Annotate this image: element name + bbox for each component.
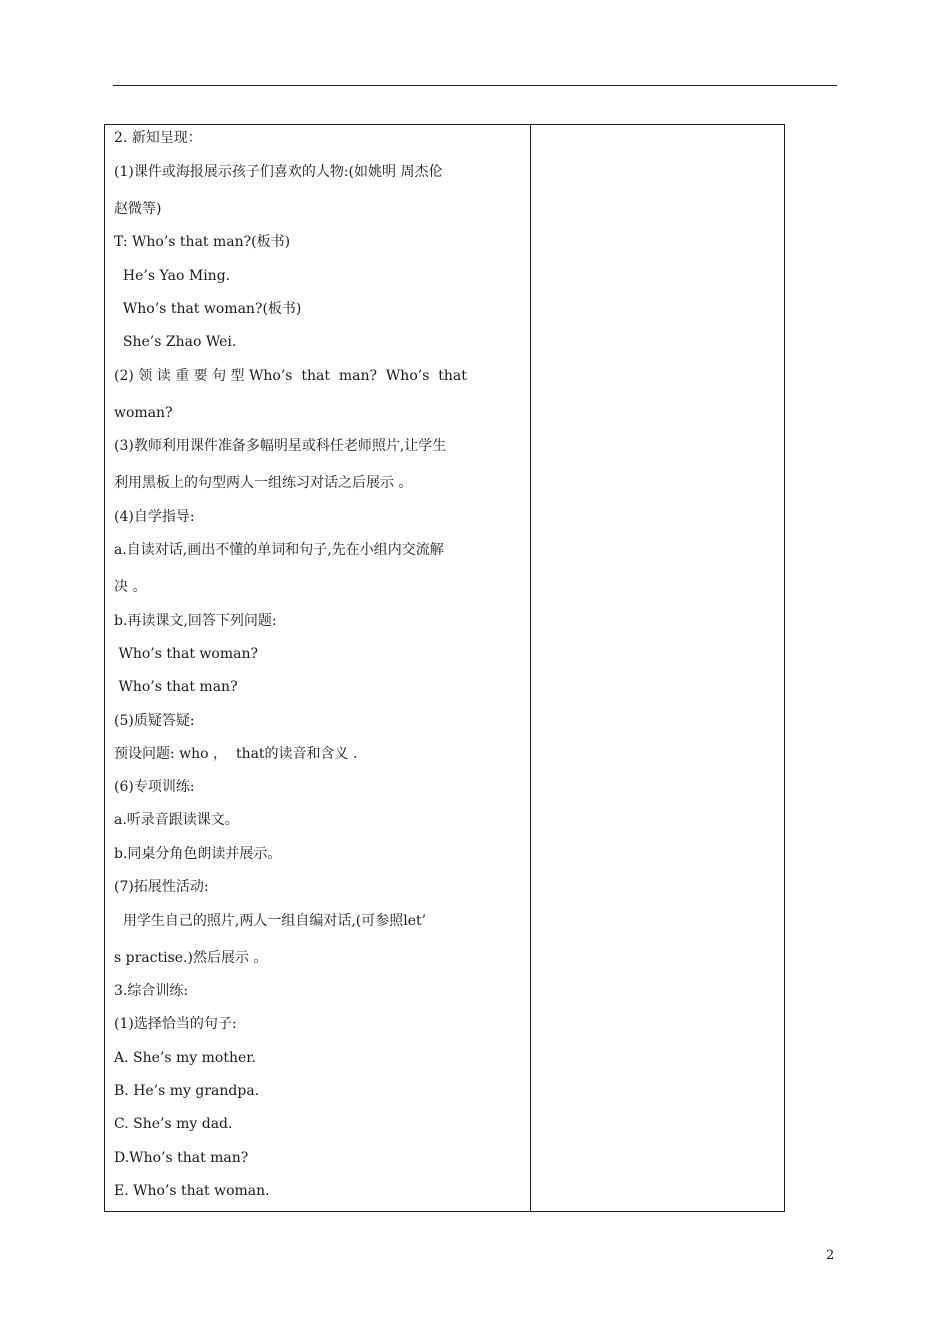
text-line: (7)拓展性活动: bbox=[114, 879, 209, 895]
text-line: 3.综合训练: bbox=[114, 983, 189, 999]
text-line: a.听录音跟读课文。 bbox=[114, 812, 239, 828]
text-line: woman? bbox=[114, 405, 173, 421]
text-line: s practise.)然后展示 。 bbox=[114, 950, 268, 966]
header-rule bbox=[113, 85, 837, 86]
text-line: (5)质疑答疑: bbox=[114, 713, 195, 729]
text-line: 用学生自己的照片,两人一组自编对话,(可参照let’ bbox=[114, 913, 427, 929]
text-line: Who’s that man? bbox=[114, 679, 238, 695]
text-line: (3)教师利用课件准备多幅明星或科任老师照片,让学生 bbox=[114, 438, 447, 454]
text-line: (6)专项训练: bbox=[114, 779, 195, 795]
text-line: T: Who’s that man?(板书) bbox=[114, 234, 291, 250]
text-line: (1)选择恰当的句子: bbox=[114, 1016, 237, 1032]
page-number: 2 bbox=[826, 1248, 835, 1263]
text-line: She’s Zhao Wei. bbox=[114, 334, 237, 350]
text-line: 决 。 bbox=[114, 579, 147, 595]
text-line: b.同桌分角色朗读并展示。 bbox=[114, 846, 282, 862]
text-line: D.Who’s that man? bbox=[114, 1150, 249, 1166]
text-line: E. Who’s that woman. bbox=[114, 1183, 270, 1199]
text-line: 预设问题: who ， that的读音和含义 . bbox=[114, 746, 358, 762]
text-line: b.再读课文,回答下列问题: bbox=[114, 613, 277, 629]
text-line: 赵微等) bbox=[114, 201, 162, 217]
text-line: Who’s that woman?(板书) bbox=[114, 301, 302, 317]
text-line: a.自读对话,画出不懂的单词和句子,先在小组内交流解 bbox=[114, 542, 444, 558]
text-line: (4)自学指导: bbox=[114, 509, 195, 525]
text-line: Who’s that woman? bbox=[114, 646, 258, 662]
text-line: A. She’s my mother. bbox=[114, 1050, 256, 1066]
text-line: (1)课件或海报展示孩子们喜欢的人物:(如姚明 周杰伦 bbox=[114, 164, 443, 180]
text-line: C. She’s my dad. bbox=[114, 1116, 233, 1132]
lesson-table bbox=[104, 124, 785, 1212]
text-line: 利用黑板上的句型两人一组练习对话之后展示 。 bbox=[114, 475, 413, 491]
text-line: B. He’s my grandpa. bbox=[114, 1083, 260, 1099]
table-column-divider bbox=[530, 125, 531, 1211]
text-line: He’s Yao Ming. bbox=[114, 268, 231, 284]
text-line: 2. 新知呈现： bbox=[114, 130, 202, 146]
text-line: (2) 领 读 重 要 句 型 Who’s that man? Who’s that bbox=[114, 368, 467, 384]
